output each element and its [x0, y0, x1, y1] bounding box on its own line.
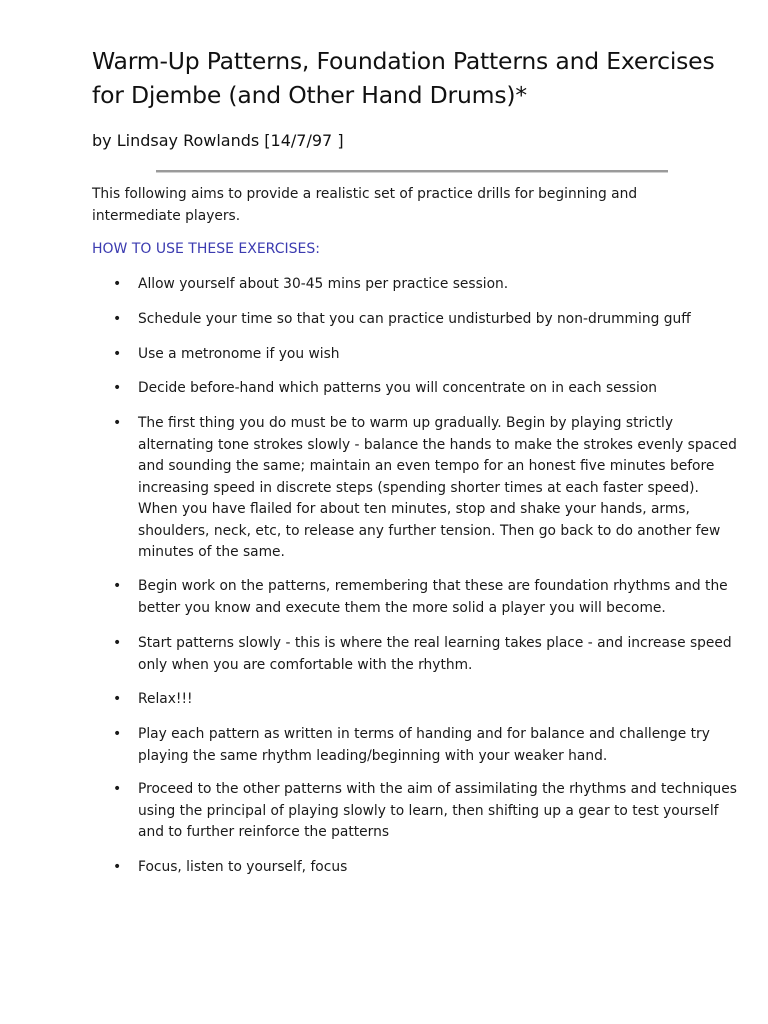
list-item-text: Schedule your time so that you can practice undisturbed by non-drumming guff	[138, 311, 691, 327]
author-byline: by Lindsay Rowlands [14/7/97 ]	[92, 131, 344, 150]
section-heading: HOW TO USE THESE EXERCISES:	[92, 241, 320, 257]
bullet-icon: •	[113, 578, 122, 594]
bullet-icon: •	[113, 859, 122, 875]
list-item-text: Use a metronome if you wish	[138, 346, 340, 362]
bullet-icon: •	[113, 726, 122, 742]
list-item-text: Play each pattern as written in terms of handing and for balance and challenge try playing the same rhythm leading/beginning with your weaker hand.	[138, 726, 710, 764]
document-title: Warm-Up Patterns, Foundation Patterns and Exercises for Djembe (and Other Hand Drums)*	[92, 47, 715, 109]
bullet-icon: •	[113, 311, 122, 327]
list-item-text: Begin work on the patterns, remembering that these are foundation rhythms and the better you know and execute them the more solid a player you will become.	[138, 578, 728, 616]
list-item-text: The first thing you do must be to warm up gradually. Begin by playing strictly alternating tone strokes slowly - balance the hands to make the strokes evenly spaced and sounding the same; maintain an even tempo for an honest five minutes before increasing speed in discrete steps (spending shorter times at each faster speed). When you have flailed for about ten minutes, stop and shake your hands, arms, shoulders, neck, etc, to release any further tension. Then go back to do another few minutes of the same.	[138, 415, 737, 560]
bullet-icon: •	[113, 380, 122, 396]
bullet-icon: •	[113, 635, 122, 651]
list-item-text: Decide before-hand which patterns you will concentrate on in each session	[138, 380, 658, 396]
bullet-icon: •	[113, 276, 122, 292]
list-item-text: Focus, listen to yourself, focus	[138, 859, 348, 875]
intro-paragraph: This following aims to provide a realistic set of practice drills for beginning and intermediate players.	[92, 186, 638, 224]
list-item-text: Allow yourself about 30-45 mins per practice session.	[138, 276, 509, 292]
bullet-icon: •	[113, 346, 122, 362]
bullet-icon: •	[113, 781, 122, 797]
list-item-text: Relax!!!	[138, 691, 193, 707]
list-item-text: Proceed to the other patterns with the aim of assimilating the rhythms and techniques using the principal of playing slowly to learn, then shifting up a gear to test yourself and to further reinforce the patterns	[138, 781, 737, 840]
list-item-text: Start patterns slowly - this is where the real learning takes place - and increase speed only when you are comfortable with the rhythm.	[138, 635, 732, 673]
bullet-icon: •	[113, 691, 122, 707]
bullet-icon: •	[113, 415, 122, 431]
horizontal-rule	[156, 170, 668, 173]
